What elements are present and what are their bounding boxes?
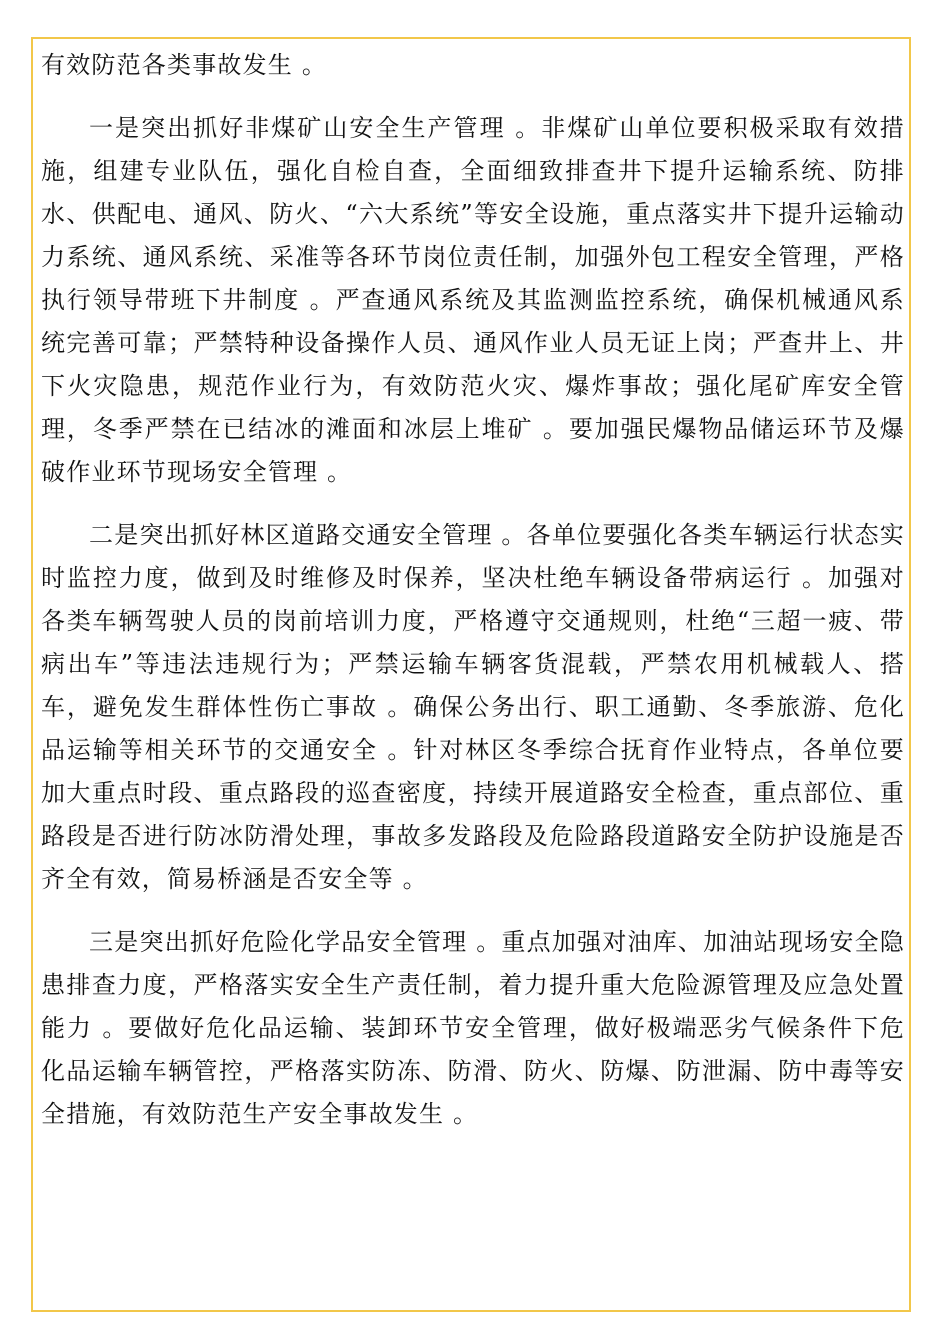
paragraph-road-traffic: 二是突出抓好林区道路交通安全管理 。各单位要强化各类车辆运行状态实时监控力度，做到及时维修及时保养，坚决杜绝车辆设备带病运行 。加强对各类车辆驾驶人员的岗前培训力度，严格遵守交通规则，杜绝“三超一疲、带病出车”等违法违规行为；严禁运输车辆客货混载，严禁农用机械载人、搭车，避免发生群体性伤亡事故 。确保公务出行、职工通勤、冬季旅游、危化品运输等相关环节的交通安全 。针对林区冬季综合抚育作业特点，各单位要加大重点时段、重点路段的巡查密度，持续开展道路安全检查，重点部位、重路段是否进行防冰防滑处理，事故多发路段及危险路段道路安全防护设施是否齐全有效，简易桥涵是否安全等 。 <box>41 521 905 893</box>
paragraph-hazardous-chemicals: 三是突出抓好危险化学品安全管理 。重点加强对油库、加油站现场安全隐患排查力度，严格落实安全生产责任制，着力提升重大危险源管理及应急处置能力 。要做好危化品运输、装卸环节安全管理，做好极端恶劣气候条件下危化品运输车辆管控，严格落实防冻、防滑、防火、防爆、防泄漏、防中毒等安全措施，有效防范生产安全事故发生 。 <box>41 928 905 1128</box>
paragraph-non-coal-mine: 一是突出抓好非煤矿山安全生产管理 。非煤矿山单位要积极采取有效措施，组建专业队伍，强化自检自查，全面细致排查井下提升运输系统、防排水、供配电、通风、防火、“六大系统”等安全设施，重点落实井下提升运输动力系统、通风系统、采准等各环节岗位责任制，加强外包工程安全管理，严格执行领导带班下井制度 。严查通风系统及其监测监控系统，确保机械通风系统完善可靠；严禁特种设备操作人员、通风作业人员无证上岗；严查井上、井下火灾隐患，规范作业行为，有效防范火灾、爆炸事故；强化尾矿库安全管理，冬季严禁在已结冰的滩面和冰层上堆矿 。要加强民爆物品储运环节及爆破作业环节现场安全管理 。 <box>41 114 905 486</box>
document-body <box>41 44 905 1156</box>
paragraph-continuation: 有效防范各类事故发生 。 <box>41 51 328 79</box>
